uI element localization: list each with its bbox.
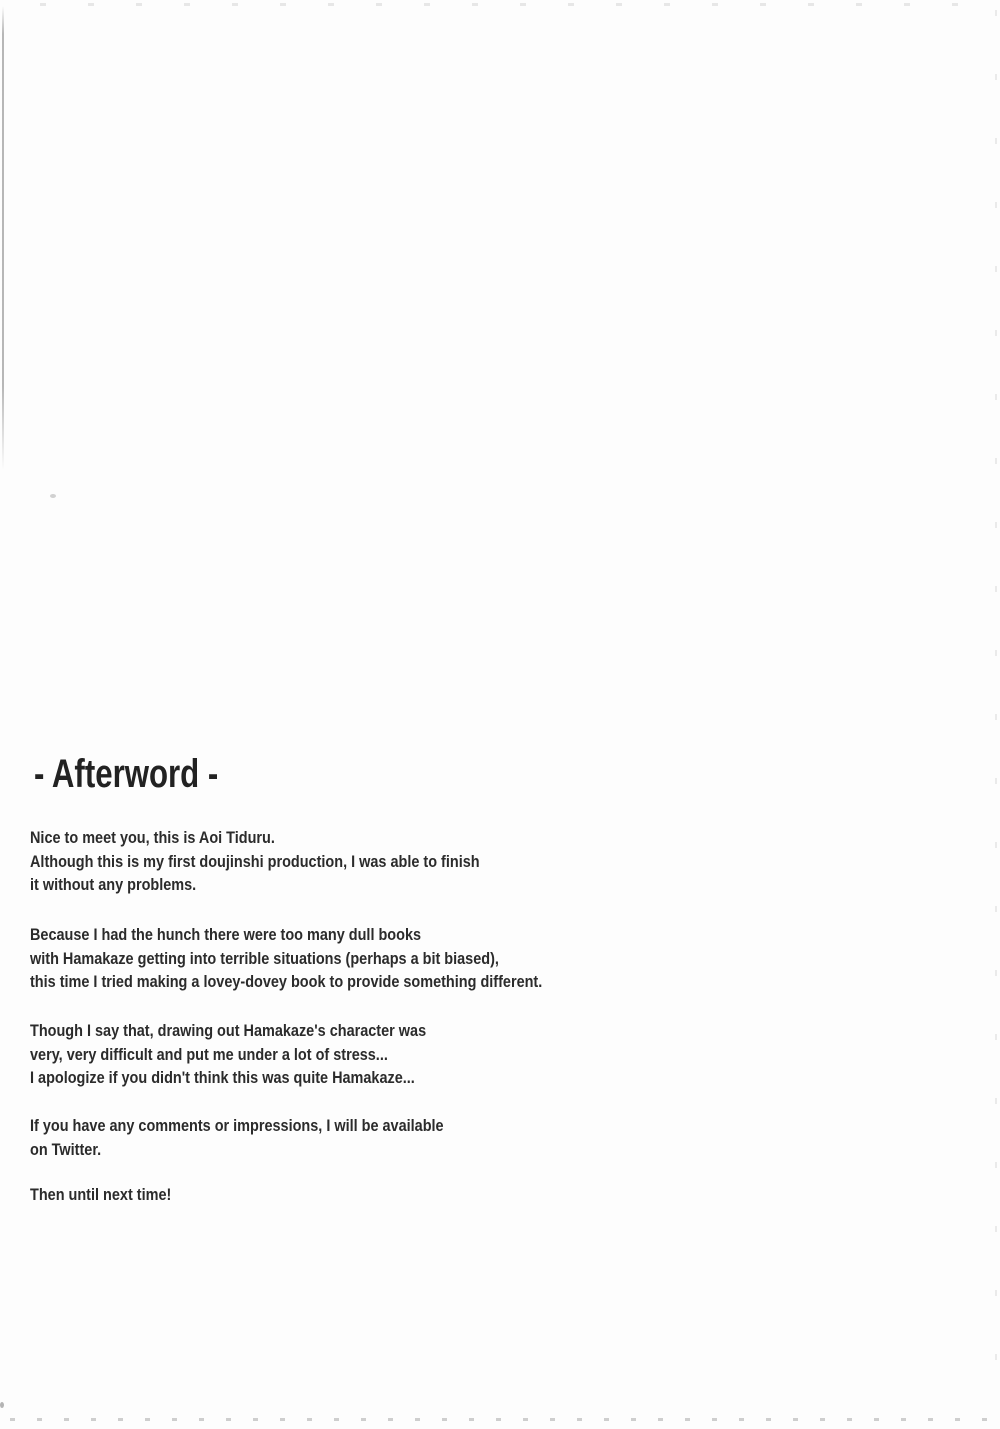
paragraph-difficulty	[30, 1019, 426, 1090]
paragraph-line: on Twitter.	[30, 1139, 102, 1159]
paragraph-contact	[30, 1114, 444, 1161]
paragraph-line: very, very difficult and put me under a lot of stress...	[30, 1044, 388, 1064]
scan-artifact-speck	[50, 494, 56, 498]
paragraph-line: I apologize if you didn't think this was quite Hamakaze...	[30, 1068, 415, 1087]
scan-artifact-left-edge-line	[2, 6, 4, 470]
scan-artifact-top-speckles	[40, 3, 960, 6]
page-title: - Afterword -	[34, 752, 219, 796]
scan-artifact-speck	[0, 1402, 4, 1408]
scan-artifact-right-speckles	[995, 10, 997, 1390]
paragraph-farewell	[30, 1183, 171, 1207]
paragraph-line: this time I tried making a lovey-dovey book to provide something different.	[30, 972, 543, 991]
paragraph-line: it without any problems.	[30, 875, 197, 894]
paragraph-line: with Hamakaze getting into terrible situations (perhaps a bit biased),	[30, 948, 499, 968]
paragraph-line: Although this is my first doujinshi production, I was able to finish	[30, 851, 480, 871]
scan-artifact-bottom-speckles	[10, 1418, 990, 1421]
paragraph-line: Because I had the hunch there were too many dull books	[30, 925, 422, 944]
paragraph-intro	[30, 826, 480, 897]
paragraph-motivation	[30, 923, 542, 994]
paragraph-line: Though I say that, drawing out Hamakaze's character was	[30, 1021, 427, 1040]
paragraph-line: Then until next time!	[30, 1185, 172, 1204]
paragraph-line: If you have any comments or impressions, I will be available	[30, 1116, 444, 1135]
paragraph-line: Nice to meet you, this is Aoi Tiduru.	[30, 828, 275, 847]
